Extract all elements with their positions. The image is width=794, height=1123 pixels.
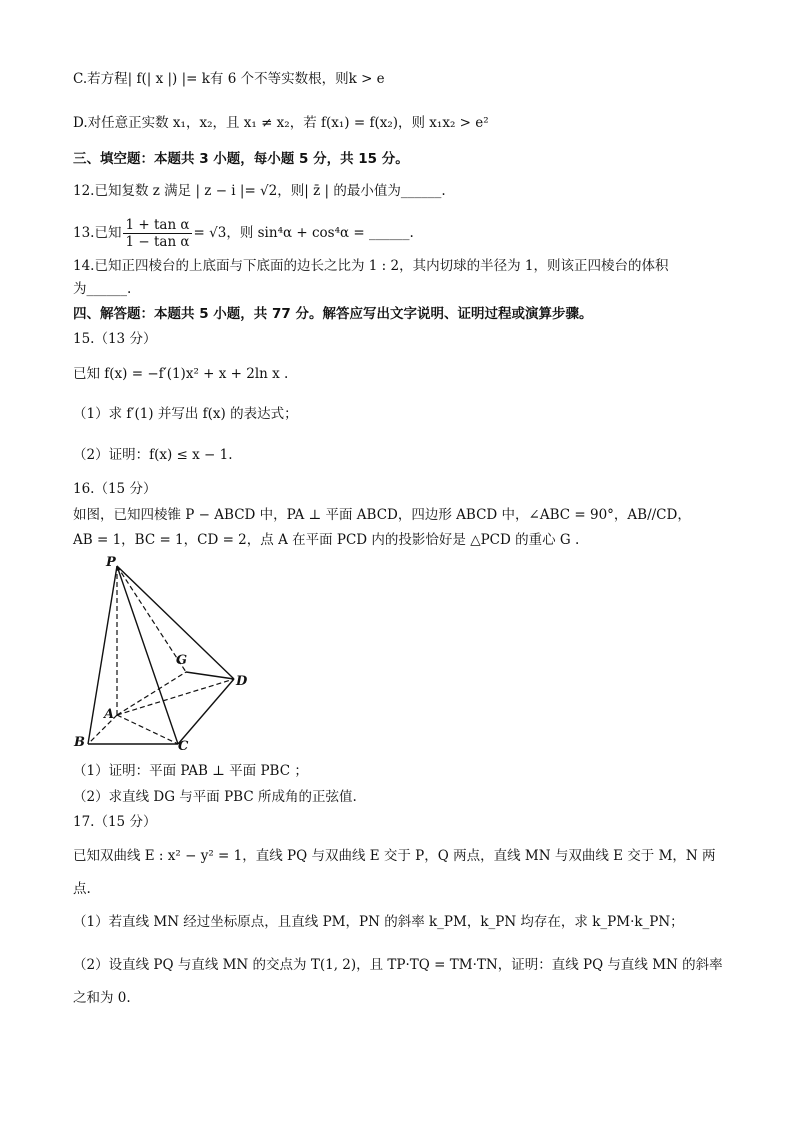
question-15-part1: （1）求 f′(1) 并写出 f(x) 的表达式； <box>73 406 298 422</box>
question-16-part2: （2）求直线 DG 与平面 PBC 所成角的正弦值. <box>73 789 357 805</box>
edge-cd <box>178 679 234 744</box>
question-17-header: 17.（15 分） <box>73 814 157 830</box>
question-13-suffix: = √3，则 sin⁴α + cos⁴α = ______. <box>193 225 414 241</box>
question-17-stem-line1: 已知双曲线 E : x² − y² = 1，直线 PQ 与双曲线 E 交于 P，Q 两点，直线 MN 与双曲线 E 交于 M，N 两 <box>73 848 716 864</box>
option-c: C.若方程| f(| x |) |= k有 6 个不等实数根，则k > e <box>73 71 385 87</box>
pyramid-figure <box>70 552 270 752</box>
label-b: B <box>74 735 85 750</box>
question-17-part2-line1: （2）设直线 PQ 与直线 MN 的交点为 T(1, 2)，且 TP·TQ = TM·TN，证明：直线 PQ 与直线 MN 的斜率 <box>73 957 723 973</box>
label-c: C <box>178 739 189 752</box>
label-d: D <box>236 674 248 689</box>
question-15-header: 15.（13 分） <box>73 331 157 347</box>
question-15-stem: 已知 f(x) = −f′(1)x² + x + 2ln x . <box>73 366 289 382</box>
question-13 <box>73 216 414 250</box>
label-g: G <box>176 653 188 668</box>
question-13-fraction <box>123 217 191 250</box>
section3-heading: 三、填空题：本题共 3 小题，每小题 5 分，共 15 分。 <box>73 151 409 167</box>
question-16-stem-line2: AB = 1，BC = 1，CD = 2，点 A 在平面 PCD 内的投影恰好是 △PCD 的重心 G . <box>73 532 580 548</box>
edge-pc <box>117 566 178 744</box>
question-16-header: 16.（15 分） <box>73 481 157 497</box>
question-13-denominator: 1 − tan α <box>125 234 190 250</box>
question-12: 12.已知复数 z 满足 | z − i |= √2，则| z̄ | 的最小值为______. <box>73 183 446 199</box>
question-17-part2-line2: 之和为 0. <box>73 990 131 1006</box>
label-a: A <box>104 707 115 722</box>
question-13-numerator: 1 + tan α <box>125 217 190 233</box>
question-17-part1: （1）若直线 MN 经过坐标原点，且直线 PM，PN 的斜率 k_PM，k_PN 均存在，求 k_PM·k_PN； <box>73 914 684 930</box>
section4-heading: 四、解答题：本题共 5 小题，共 77 分。解答应写出文字说明、证明过程或演算步骤。 <box>73 306 593 322</box>
question-15-part2: （2）证明：f(x) ≤ x − 1. <box>73 447 233 463</box>
edge-ag <box>117 672 186 715</box>
question-14-line2: 为______. <box>73 281 132 297</box>
edge-ad <box>117 679 234 715</box>
question-14-line1: 14.已知正四棱台的上底面与下底面的边长之比为 1 : 2，其内切球的半径为 1，则该正四棱台的体积 <box>73 258 669 274</box>
question-13-prefix: 13.已知 <box>73 225 122 241</box>
option-d: D.对任意正实数 x₁，x₂，且 x₁ ≠ x₂，若 f(x₁) = f(x₂)，则 x₁x₂ > e² <box>73 115 489 131</box>
question-17-stem-line2: 点. <box>73 881 91 897</box>
edge-gd <box>186 672 234 679</box>
question-16-stem-line1: 如图，已知四棱锥 P − ABCD 中，PA ⊥ 平面 ABCD，四边形 ABCD 中，∠ABC = 90°，AB//CD， <box>73 507 691 523</box>
question-16-part1: （1）证明：平面 PAB ⊥ 平面 PBC ； <box>73 763 308 779</box>
label-p: P <box>106 555 116 570</box>
